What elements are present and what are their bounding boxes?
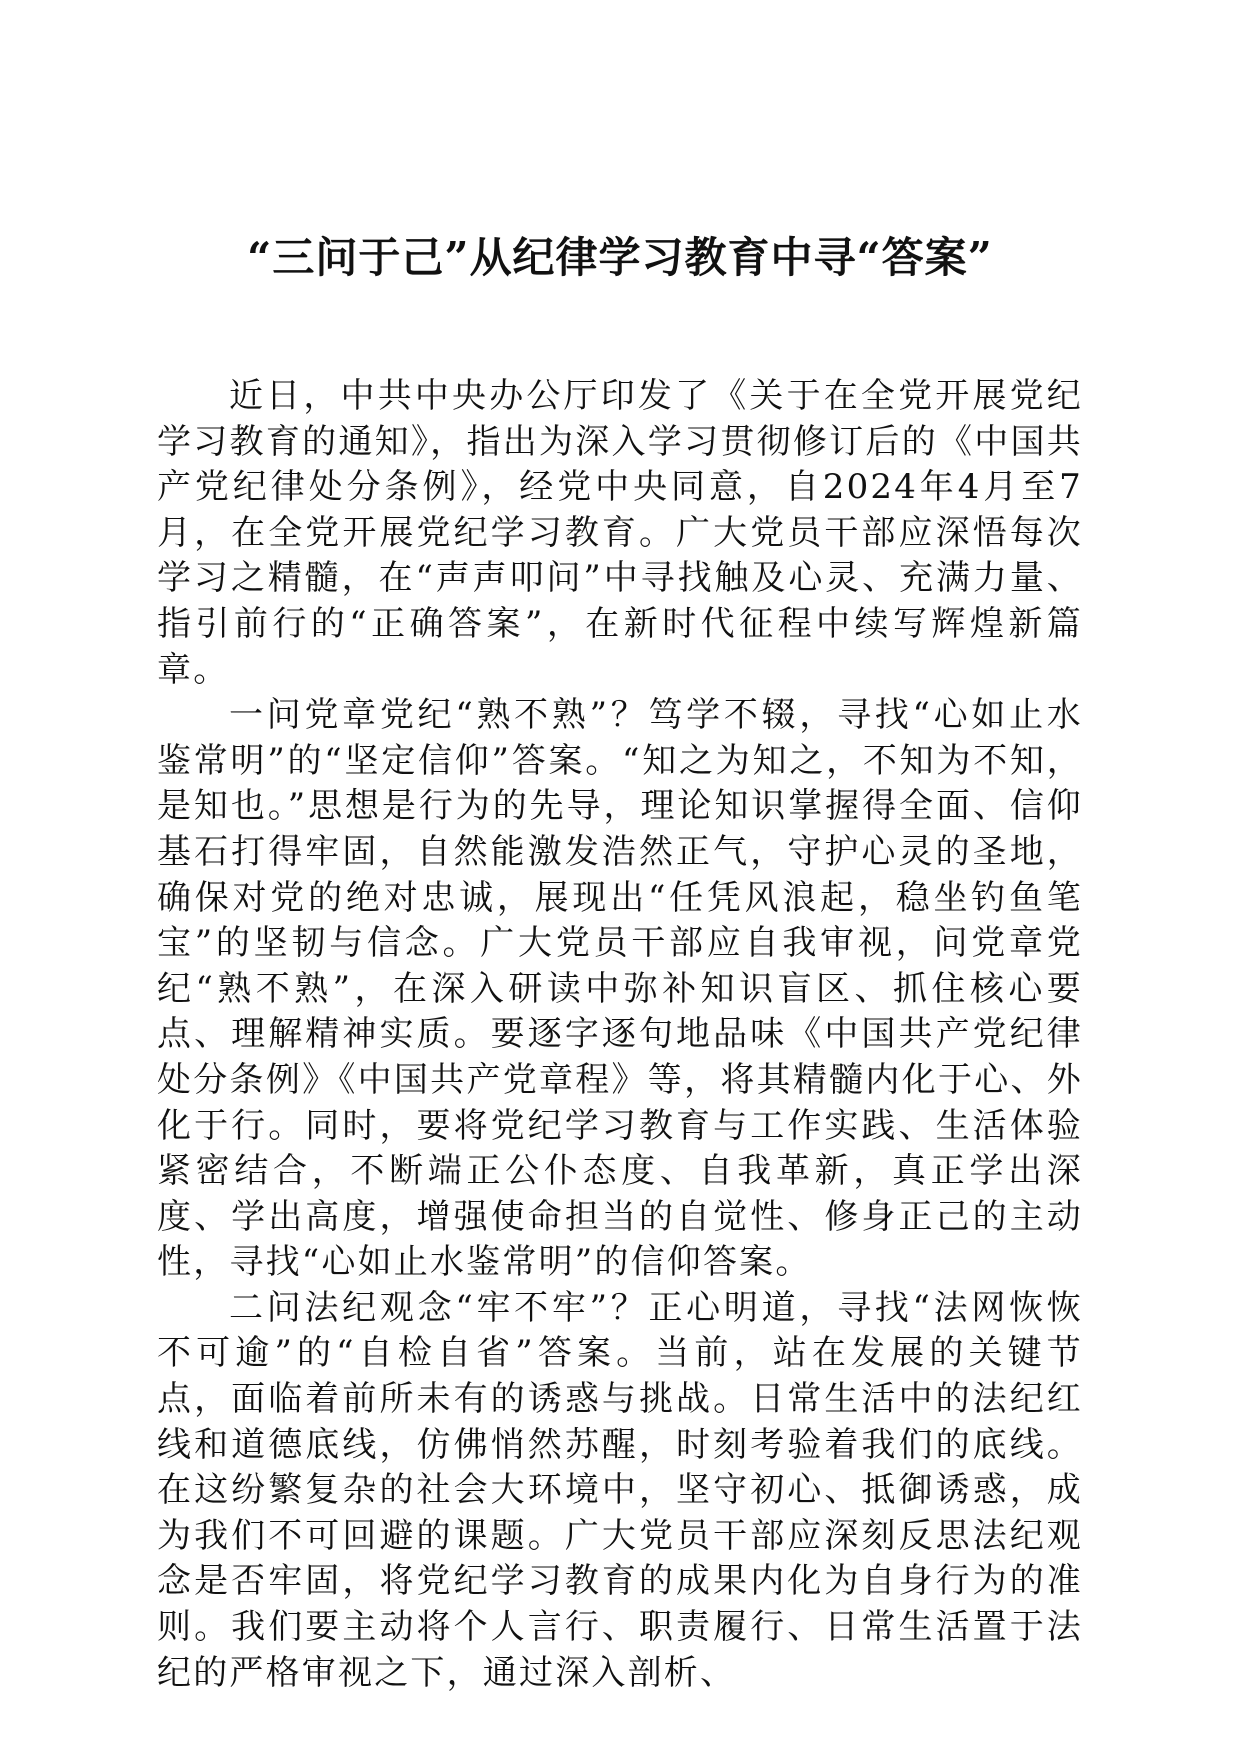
page-title: “三问于己”从纪律学习教育中寻“答案” [247,233,993,282]
paragraph-question-one: 一问党章党纪“熟不熟”？笃学不辍，寻找“心如止水鉴常明”的“坚定信仰”答案。“知之为知之，不知为不知，是知也。”思想是行为的先导，理论知识掌握得全面、信仰基石打得牢固，自然能激发浩然正气，守护心灵的圣地，确保对党的绝对忠诚，展现出“任凭风浪起，稳坐钓鱼笔宝”的坚韧与信念。广大党员干部应自我审视，问党章党纪“熟不熟”，在深入研读中弥补知识盲区、抓住核心要点、理解精神实质。要逐字逐句地品味《中国共产党纪律处分条例》《中国共产党章程》等，将其精髓内化于心、外化于行。同时，要将党纪学习教育与工作实践、生活体验紧密结合，不断端正公仆态度、自我革新，真正学出深度、学出高度，增强使命担当的自觉性、修身正己的主动性，寻找“心如止水鉴常明”的信仰答案。 [157,695,1083,1283]
paragraph-question-two: 二问法纪观念“牢不牢”？正心明道，寻找“法网恢恢不可逾”的“自检自省”答案。当前，站在发展的关键节点，面临着前所未有的诱惑与挑战。日常生活中的法纪红线和道德底线，仿佛悄然苏醒，时刻考验着我们的底线。在这纷繁复杂的社会大环境中，坚守初心、抵御诱惑，成为我们不可回避的课题。广大党员干部应深刻反思法纪观念是否牢固，将党纪学习教育的成果内化为自身行为的准则。我们要主动将个人言行、职责履行、日常生活置于法纪的严格审视之下，通过深入剖析、 [157,1287,1083,1693]
article-body [157,374,1083,1696]
paragraph-intro: 近日，中共中央办公厅印发了《关于在全党开展党纪学习教育的通知》，指出为深入学习贯彻修订后的《中国共产党纪律处分条例》，经党中央同意，自2024年4月至7月，在全党开展党纪学习教育。广大党员干部应深悟每次学习之精髓，在“声声叩问”中寻找触及心灵、充满力量、指引前行的“正确答案”，在新时代征程中续写辉煌新篇章。 [157,376,1083,690]
